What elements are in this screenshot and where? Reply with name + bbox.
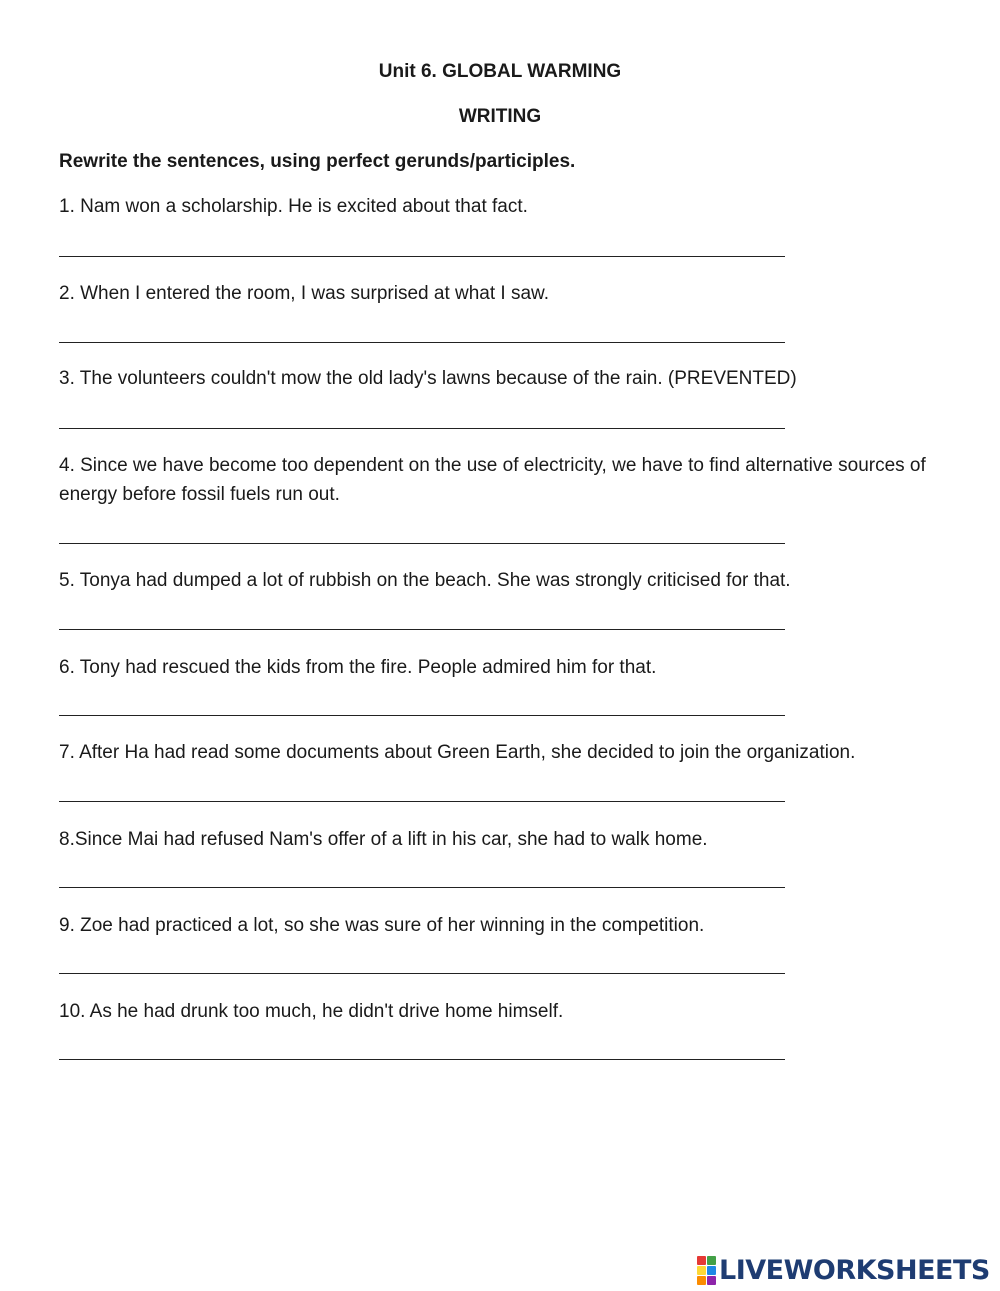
liveworksheets-logo [697, 1255, 990, 1285]
logo-blocks-icon [697, 1256, 716, 1285]
logo-block [697, 1256, 706, 1265]
logo-block [707, 1266, 716, 1275]
answer-line-3[interactable] [59, 428, 785, 429]
answer-line-8[interactable] [59, 887, 785, 888]
question-9: 9. Zoe had practiced a lot, so she was sure of her winning in the competition. [59, 915, 705, 936]
question-6: 6. Tony had rescued the kids from the fire. People admired him for that. [59, 657, 657, 678]
question-8: 8.Since Mai had refused Nam's offer of a lift in his car, she had to walk home. [59, 829, 708, 850]
answer-line-7[interactable] [59, 801, 785, 802]
unit-title: Unit 6. GLOBAL WARMING [378, 61, 622, 82]
answer-line-10[interactable] [59, 1059, 785, 1060]
logo-block [697, 1266, 706, 1275]
answer-line-4[interactable] [59, 543, 785, 544]
question-10: 10. As he had drunk too much, he didn't drive home himself. [59, 1001, 564, 1022]
answer-line-5[interactable] [59, 629, 785, 630]
question-3: 3. The volunteers couldn't mow the old lady's lawns because of the rain. (PREVENTED) [59, 368, 797, 389]
logo-block [707, 1256, 716, 1265]
logo-block [697, 1276, 706, 1285]
answer-line-9[interactable] [59, 973, 785, 974]
answer-line-6[interactable] [59, 715, 785, 716]
question-1: 1. Nam won a scholarship. He is excited about that fact. [59, 196, 528, 217]
instruction-text: Rewrite the sentences, using perfect gerunds/participles. [59, 151, 576, 172]
logo-text: LIVEWORKSHEETS [719, 1254, 990, 1286]
answer-line-2[interactable] [59, 342, 785, 343]
answer-line-1[interactable] [59, 256, 785, 257]
section-title: WRITING [458, 106, 542, 127]
question-7: 7. After Ha had read some documents about Green Earth, she decided to join the organization. [59, 742, 856, 763]
question-5: 5. Tonya had dumped a lot of rubbish on the beach. She was strongly criticised for that. [59, 570, 791, 591]
logo-block [707, 1276, 716, 1285]
question-2: 2. When I entered the room, I was surprised at what I saw. [59, 283, 550, 304]
question-4: 4. Since we have become too dependent on the use of electricity, we have to find alternative sources of energy before fossil fuels run out. [59, 455, 926, 505]
